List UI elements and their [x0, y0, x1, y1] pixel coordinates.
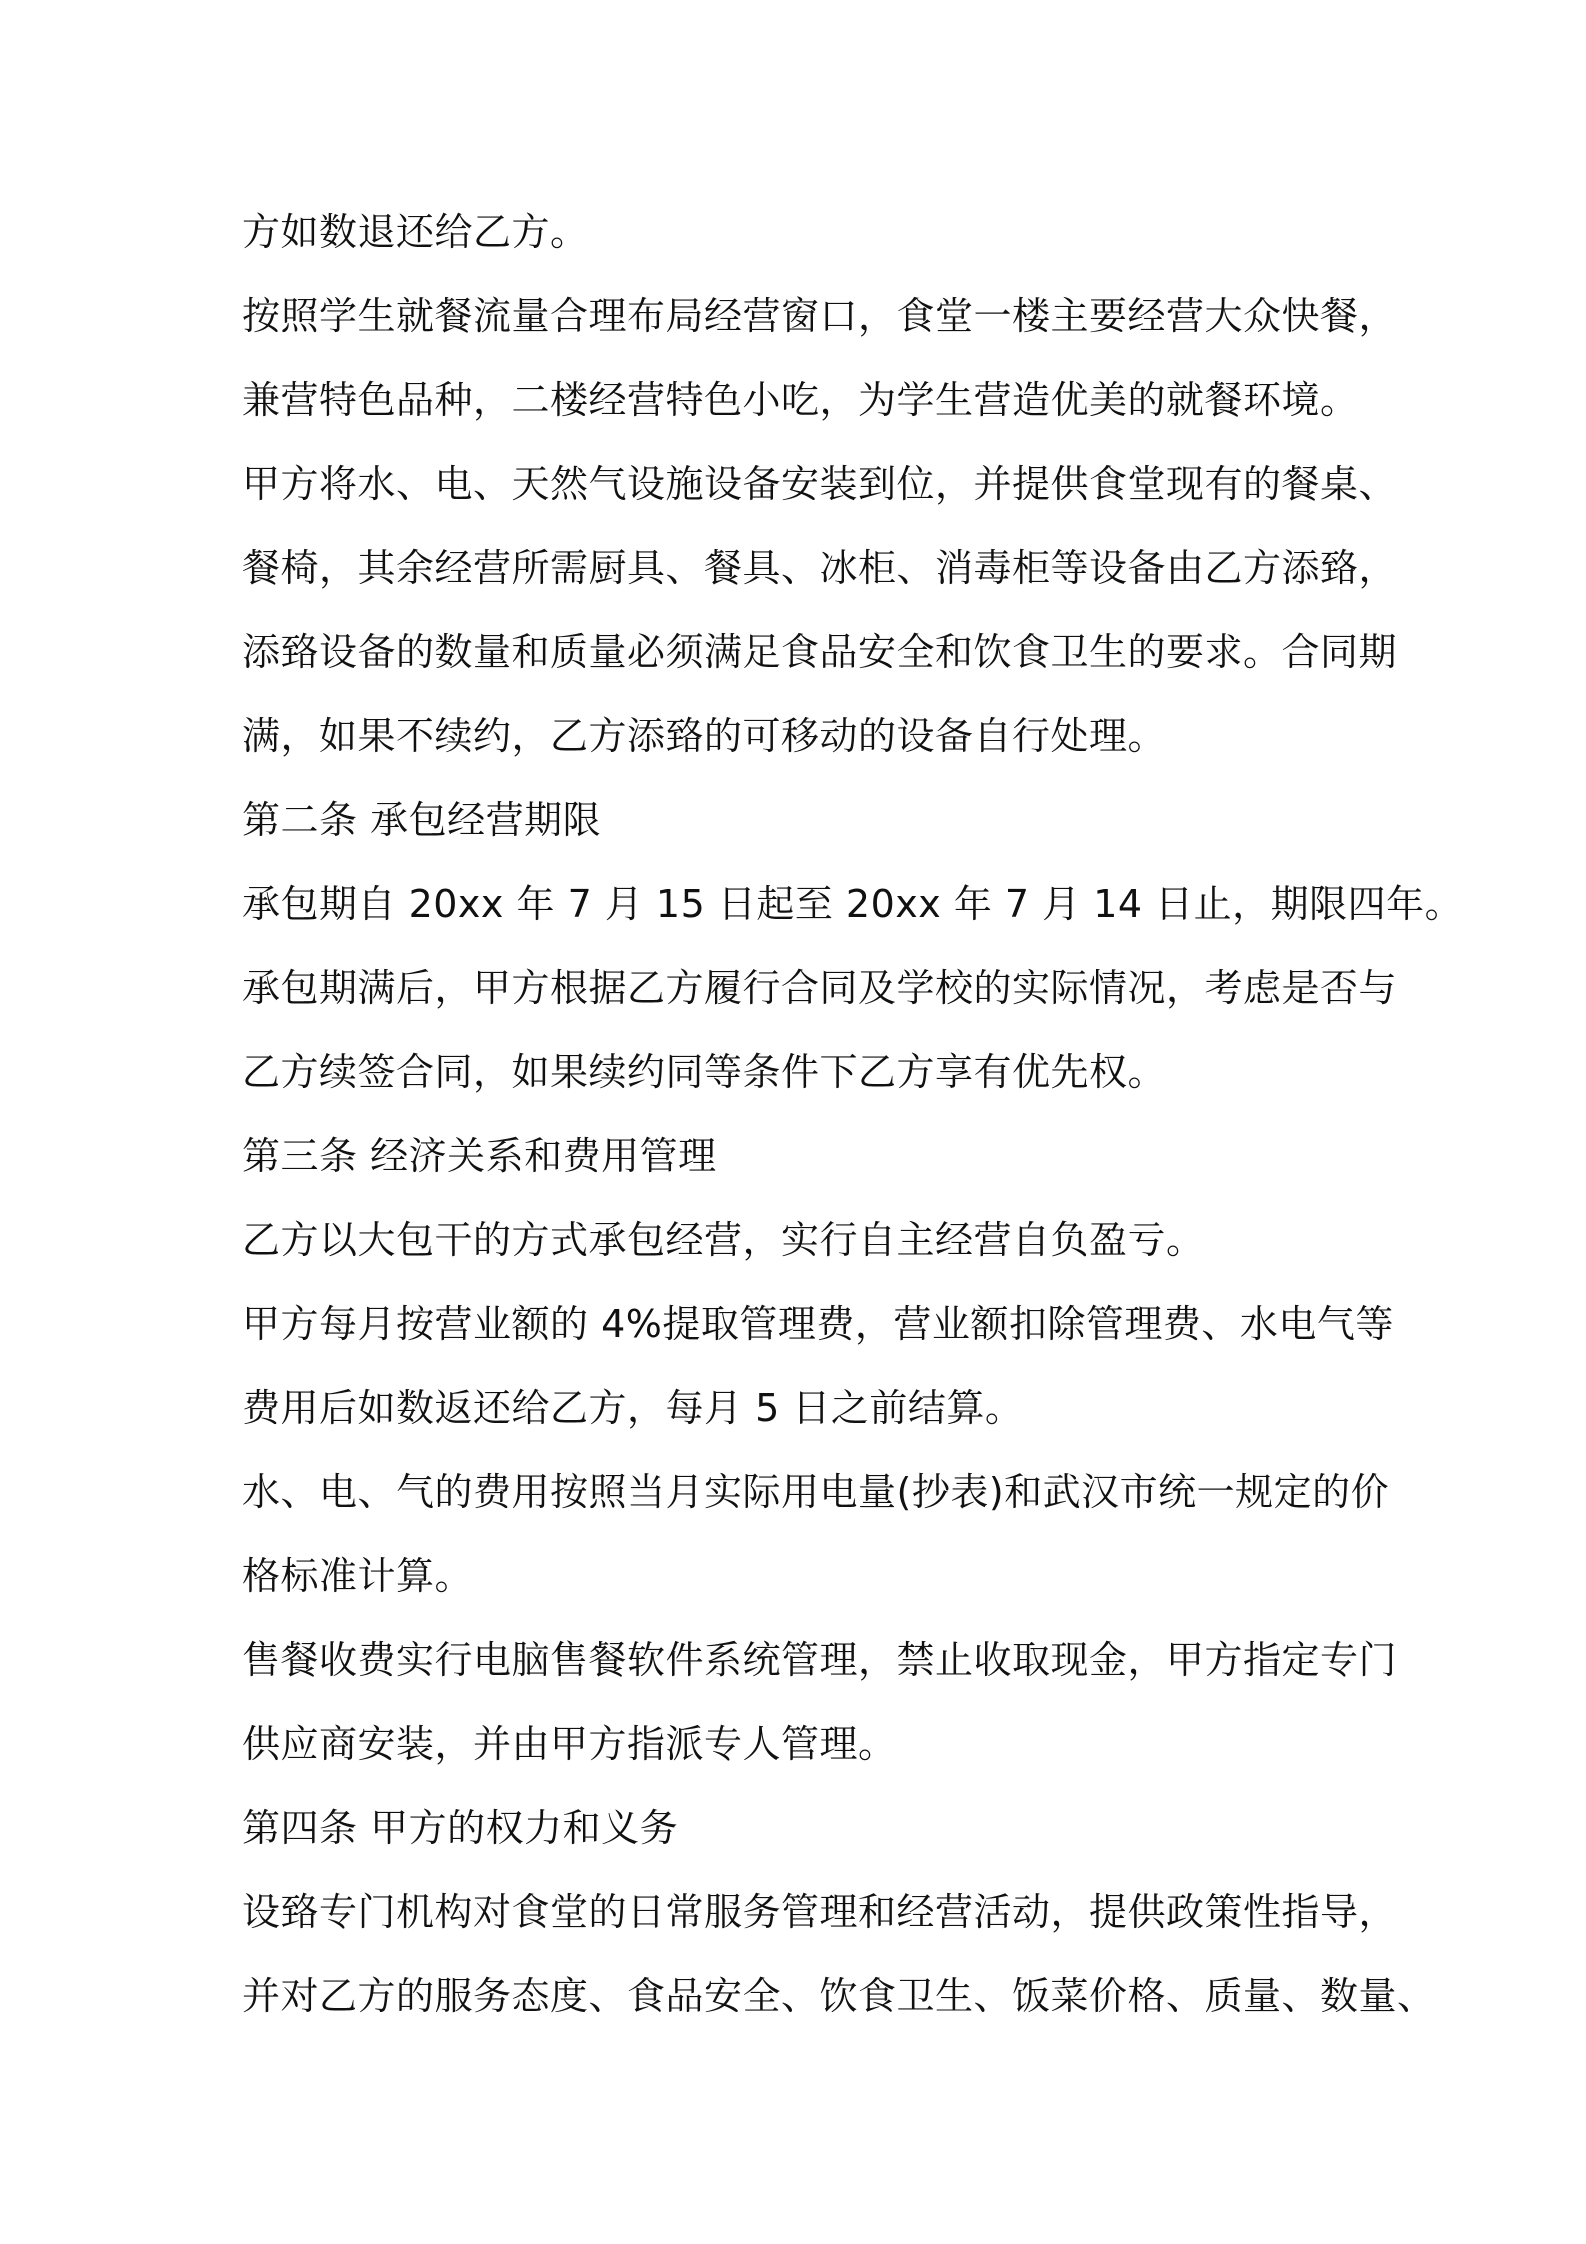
- text-line-21: 设臵专门机构对食堂的日常服务管理和经营活动，提供政策性指导，: [242, 1890, 1398, 1934]
- text-line-9: 承包期自 20xx 年 7 月 15 日起至 20xx 年 7 月 14 日止，期限四年。: [242, 882, 1464, 926]
- text-line-10: 承包期满后，甲方根据乙方履行合同及学校的实际情况，考虑是否与: [242, 966, 1398, 1010]
- text-line-2: 按照学生就餐流量合理布局经营窗口，食堂一楼主要经营大众快餐，: [242, 294, 1398, 338]
- text-line-6: 添臵设备的数量和质量必须满足食品安全和饮食卫生的要求。合同期: [242, 630, 1398, 674]
- text-line-7: 满，如果不续约，乙方添臵的可移动的设备自行处理。: [242, 714, 1167, 758]
- text-line-3: 兼营特色品种，二楼经营特色小吃，为学生营造优美的就餐环境。: [242, 378, 1359, 422]
- text-line-17: 格标准计算。: [242, 1554, 474, 1598]
- document-body: [242, 190, 1464, 2038]
- text-line-16: 水、电、气的费用按照当月实际用电量(抄表)和武汉市统一规定的价: [242, 1470, 1390, 1514]
- text-line-5: 餐椅，其余经营所需厨具、餐具、冰柜、消毒柜等设备由乙方添臵，: [242, 546, 1398, 590]
- text-line-22: 并对乙方的服务态度、食品安全、饮食卫生、饭菜价格、质量、数量、: [242, 1974, 1436, 2018]
- text-line-19: 供应商安装，并由甲方指派专人管理。: [242, 1722, 897, 1766]
- text-line-4: 甲方将水、电、天然气设施设备安装到位，并提供食堂现有的餐桌、: [242, 462, 1398, 506]
- text-line-14: 甲方每月按营业额的 4%提取管理费，营业额扣除管理费、水电气等: [242, 1302, 1394, 1346]
- text-line-1: 方如数退还给乙方。: [242, 210, 589, 254]
- text-line-13: 乙方以大包干的方式承包经营，实行自主经营自负盈亏。: [242, 1218, 1205, 1262]
- section-heading-article-2: 第二条 承包经营期限: [242, 798, 602, 842]
- section-heading-article-4: 第四条 甲方的权力和义务: [242, 1806, 679, 1850]
- section-heading-article-3: 第三条 经济关系和费用管理: [242, 1134, 717, 1178]
- text-line-18: 售餐收费实行电脑售餐软件系统管理，禁止收取现金，甲方指定专门: [242, 1638, 1398, 1682]
- text-line-15: 费用后如数返还给乙方，每月 5 日之前结算。: [242, 1386, 1024, 1430]
- text-line-11: 乙方续签合同，如果续约同等条件下乙方享有优先权。: [242, 1050, 1167, 1094]
